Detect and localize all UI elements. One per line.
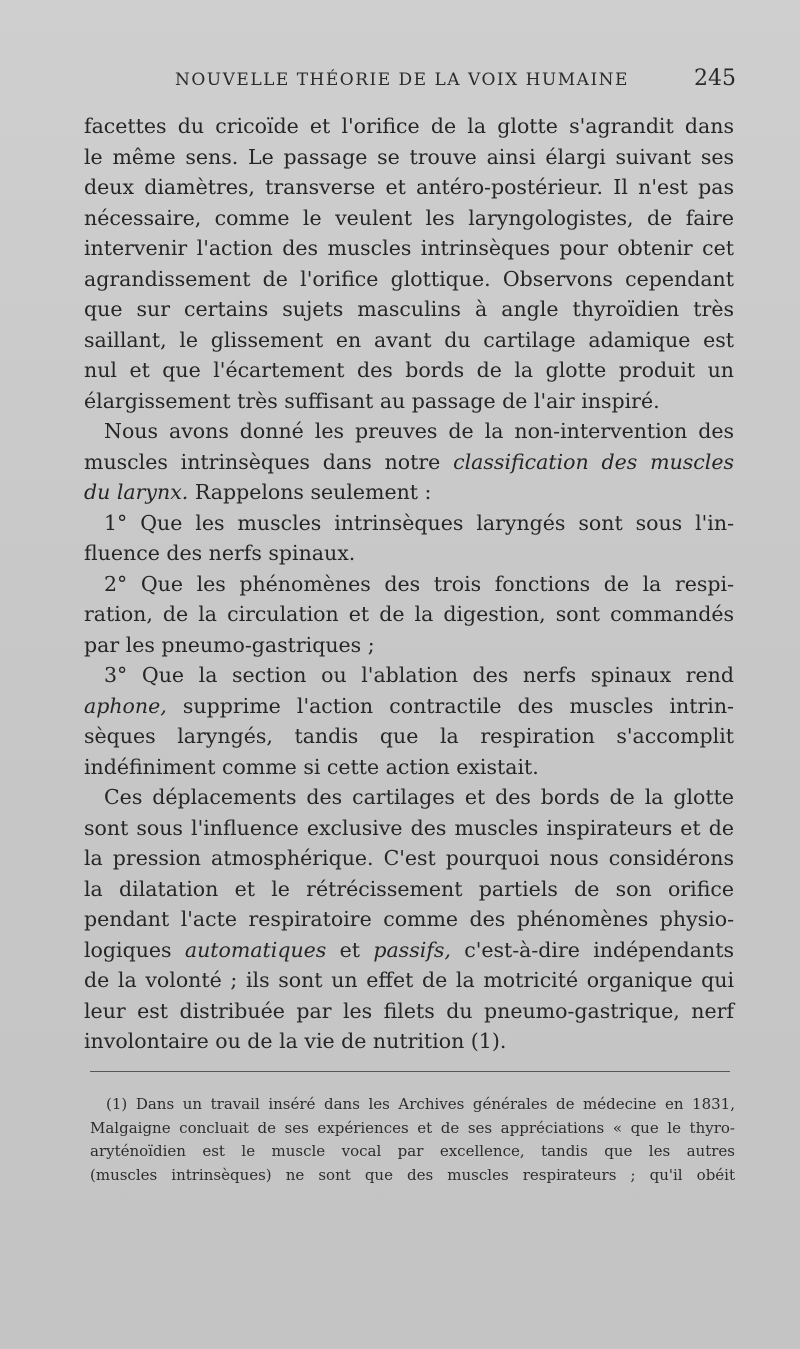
list-item-3: 3° Que la section ou l'ablation des nerfs spinaux rend [104, 663, 734, 687]
text-line: Ces déplacements des cartilages et des bords de la glotte [104, 785, 734, 809]
footnote [90, 1093, 735, 1187]
text-line: nécessaire, comme le veulent les laryngologistes, de faire [84, 205, 734, 230]
text-run: supprime l'action contractile des muscles intrin- [182, 693, 734, 718]
list-item-2: 2° Que les phénomènes des trois fonctions de la respi- [104, 571, 734, 596]
text-line: facettes du cricoïde et l'orifice de la glotte s'agrandit dans [84, 114, 734, 138]
running-head: NOUVELLE THÉORIE DE LA VOIX HUMAINE [175, 70, 629, 90]
text-line: fluence des nerfs spinaux. [84, 541, 356, 565]
footnote-line: (1) Dans un travail inséré dans les Archives générales de médecine en 1831, [106, 1095, 735, 1113]
text-run: Rappelons seulement : [194, 480, 432, 504]
text-line: la pression atmosphérique. C'est pourquoi nous considérons [84, 846, 734, 870]
text-line: que sur certains sujets masculins à angle thyroïdien très [84, 297, 734, 321]
text-line: Nous avons donné les preuves de la non-intervention des [104, 419, 734, 443]
text-run: muscles intrinsèques dans notre [84, 449, 441, 474]
text-line: nul et que l'écartement des bords de la glotte produit un [84, 358, 734, 382]
text-line: leur est distribuée par les filets du pneumo-gastrique, nerf [84, 998, 734, 1023]
italic-title: classification des muscles [453, 449, 734, 474]
text-line [84, 447, 734, 478]
italic-title: du larynx. [84, 480, 189, 504]
text-line: de la volonté ; ils sont un effet de la motricité organique qui [84, 968, 734, 992]
footnote-line: (muscles intrinsèques) ne sont que des muscles respirateurs ; qu'il obéit [90, 1165, 735, 1184]
text-line: involontaire ou de la vie de nutrition (1). [84, 1029, 507, 1053]
text-line: la dilatation et le rétrécissement partiels de son orifice [84, 876, 734, 901]
text-line: le même sens. Le passage se trouve ainsi élargi suivant ses [84, 144, 734, 169]
footnote-line: Malgaigne concluait de ses expériences et de ses appréciations « que le thyro- [90, 1118, 735, 1137]
list-item-1: 1° Que les muscles intrinsèques laryngés sont sous l'in- [104, 510, 734, 535]
text-line: par les pneumo-gastriques ; [84, 632, 375, 657]
text-line [84, 477, 734, 508]
text-line [84, 935, 734, 966]
text-line: agrandissement de l'orifice glottique. Observons cependant [84, 266, 734, 291]
page-header [0, 66, 800, 100]
text-line: pendant l'acte respiratoire comme des phénomènes physio- [84, 907, 734, 931]
text-line: ration, de la circulation et de la digestion, sont commandés [84, 602, 734, 626]
text-run: et [339, 937, 361, 962]
text-line: sont sous l'influence exclusive des muscles inspirateurs et de [84, 815, 734, 840]
italic-word: passifs, [373, 937, 451, 962]
text-line [84, 691, 734, 722]
italic-word: aphone, [84, 693, 167, 718]
footnote-line: aryténoïdien est le muscle vocal par excellence, tandis que les autres [90, 1142, 735, 1160]
text-line: saillant, le glissement en avant du cartilage adamique est [84, 327, 734, 352]
text-line: indéfiniment comme si cette action existait. [84, 754, 539, 779]
text-line: intervenir l'action des muscles intrinsèques pour obtenir cet [84, 236, 734, 260]
footnote-divider [90, 1071, 730, 1072]
italic-word: automatiques [184, 937, 327, 962]
text-line: deux diamètres, transverse et antéro-postérieur. Il n'est pas [84, 175, 734, 199]
text-run: c'est-à-dire indépendants [464, 937, 734, 962]
text-run: logiques [84, 937, 172, 962]
text-line: sèques laryngés, tandis que la respiration s'accomplit [84, 724, 734, 748]
text-line: élargissement très suffisant au passage de l'air inspiré. [84, 388, 660, 413]
page-number: 245 [694, 66, 736, 91]
body-text [84, 111, 734, 1057]
